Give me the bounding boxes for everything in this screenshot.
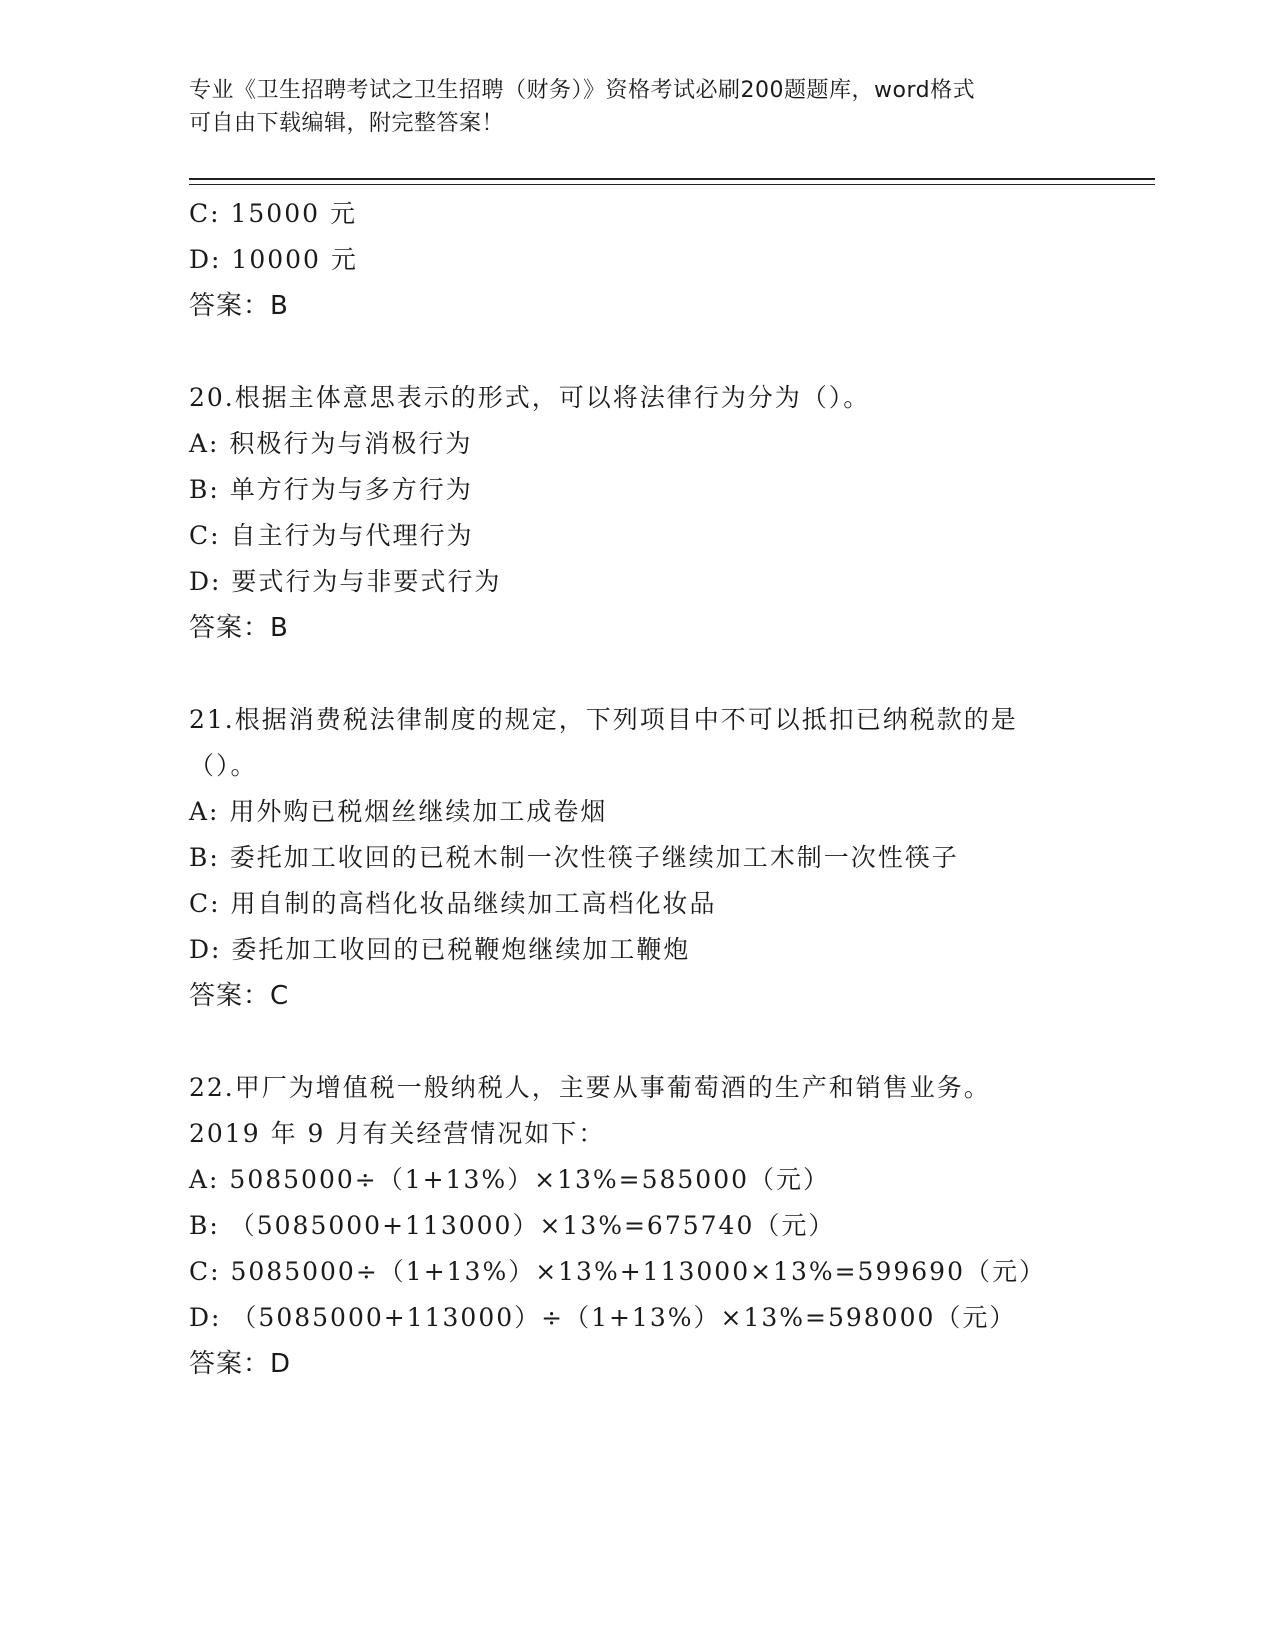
question-stem-line-2: 2019 年 9 月有关经营情况如下：: [189, 1119, 606, 1148]
spacer: [189, 329, 1149, 375]
question-22: [189, 1065, 1149, 1387]
option-b: B: 单方行为与多方行为: [189, 475, 473, 504]
question-list: [189, 191, 1149, 1387]
option-c: C: 15000 元: [189, 199, 357, 228]
answer: 答案：C: [189, 981, 290, 1011]
answer: 答案：B: [189, 291, 289, 321]
question-stem-line-2: （）。: [189, 751, 258, 780]
header-title-line-1: 专业《卫生招聘考试之卫生招聘（财务）》资格考试必刷200题题库，word格式: [189, 78, 976, 103]
option-c: C: 5085000÷（1+13%）×13%+113000×13%=599690（元）: [189, 1257, 1046, 1286]
question-19-continued: [189, 191, 1149, 329]
option-d: D: 10000 元: [189, 245, 358, 274]
option-b: B: 委托加工收回的已税木制一次性筷子继续加工木制一次性筷子: [189, 843, 959, 872]
option-d: D: 要式行为与非要式行为: [189, 567, 502, 596]
answer: 答案：B: [189, 613, 289, 643]
question-stem: 20.根据主体意思表示的形式，可以将法律行为分为（）。: [189, 383, 871, 412]
option-a: A: 用外购已税烟丝继续加工成卷烟: [189, 797, 608, 826]
spacer: [189, 651, 1149, 697]
option-c: C: 自主行为与代理行为: [189, 521, 474, 550]
option-b: B: （5085000+113000）×13%=675740（元）: [189, 1211, 836, 1240]
option-d: D: （5085000+113000）÷（1+13%）×13%=598000（元）: [189, 1303, 1017, 1332]
question-stem-line-1: 22.甲厂为增值税一般纳税人，主要从事葡萄酒的生产和销售业务。: [189, 1073, 991, 1102]
option-a: A: 积极行为与消极行为: [189, 429, 473, 458]
option-d: D: 委托加工收回的已税鞭炮继续加工鞭炮: [189, 935, 691, 964]
spacer: [189, 1019, 1149, 1065]
header-title-line-2: 可自由下载编辑，附完整答案！: [189, 111, 505, 136]
header-divider-thick: [189, 178, 1155, 180]
header-divider-thin: [189, 184, 1155, 185]
answer: 答案：D: [189, 1349, 292, 1379]
question-21: [189, 697, 1149, 1019]
question-stem-line-1: 21.根据消费税法律制度的规定，下列项目中不可以抵扣已纳税款的是: [189, 705, 1018, 734]
question-20: [189, 375, 1149, 651]
option-a: A: 5085000÷（1+13%）×13%=585000（元）: [189, 1165, 831, 1194]
option-c: C: 用自制的高档化妆品继续加工高档化妆品: [189, 889, 717, 918]
document-header: [189, 74, 1089, 140]
